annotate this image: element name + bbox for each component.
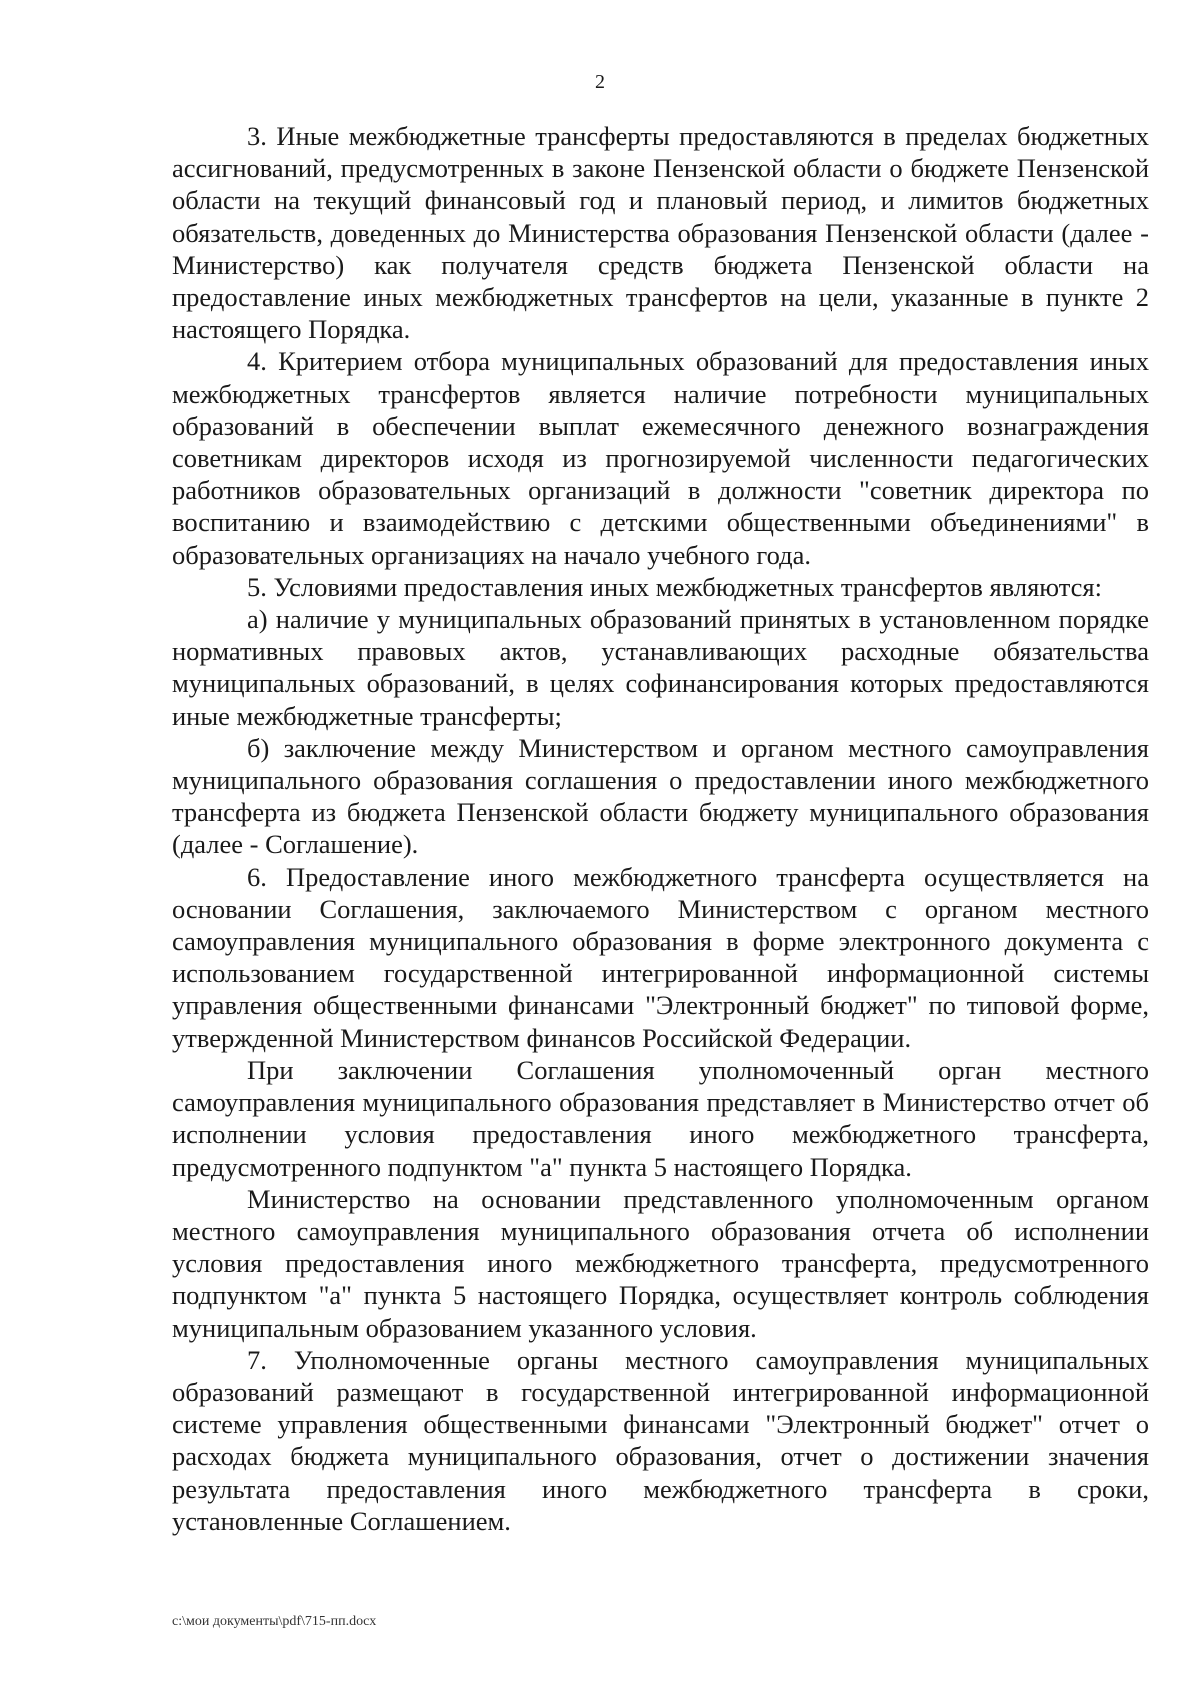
paragraph-6-report-submission: При заключении Соглашения уполномоченный орган местного самоуправления муниципального образования представляет в Министерство отчет об исполнении условия предоставления иного межбюджетного трансферта, предусмотренного подпунктом "а" пункта 5 настоящего Порядка. (172, 1054, 1149, 1182)
paragraph-5a-legal-acts: а) наличие у муниципальных образований принятых в установленном порядке нормативных правовых актов, устанавливающих расходные обязательства муниципальных образований, в целях софинансирования которых предоставляются иные межбюджетные трансферты; (172, 604, 1149, 731)
page-number: 2 (595, 71, 605, 93)
paragraph-3-budget-limits: 3. Иные межбюджетные трансферты предоставляются в пределах бюджетных ассигнований, предусмотренных в законе Пензенской области о бюджете Пензенской области на текущий финансовый год и плановый период, и лимитов бюджетных обязательств, доведенных до Министерства образования Пензенской области (далее - Министерство) как получателя средств бюджета Пензенской области на предоставление иных межбюджетных трансфертов на цели, указанные в пункте 2 настоящего Порядка. (172, 121, 1149, 345)
paragraph-5b-agreement: б) заключение между Министерством и органом местного самоуправления муниципального образования соглашения о предоставлении иного межбюджетного трансферта из бюджета Пензенской области бюджету муниципального образования (далее - Соглашение). (172, 732, 1149, 860)
paragraph-5-conditions: 5. Условиями предоставления иных межбюджетных трансфертов являются: (247, 571, 1102, 602)
paragraph-6-ministry-control: Министерство на основании представленного уполномоченным органом местного самоуправления муниципального образования отчета об исполнении условия предоставления иного межбюджетного трансферта, предусмотренного подпунктом "а" пункта 5 настоящего Порядка, осуществляет контроль соблюдения муниципальным образованием указанного условия. (172, 1183, 1149, 1343)
paragraph-7-reporting: 7. Уполномоченные органы местного самоуправления муниципальных образований размещают в государственной интегрированной информационной системе управления общественными финансами "Электронный бюджет" отчет о расходах бюджета муниципального образования, отчет о достижении значения результата предоставления иного межбюджетного трансферта в сроки, установленные Соглашением. (172, 1344, 1149, 1536)
footer-file-path: c:\мои документы\pdf\715-пп.docx (172, 1614, 377, 1629)
document-body (172, 120, 1149, 1537)
paragraph-4-selection-criterion: 4. Критерием отбора муниципальных образований для предоставления иных межбюджетных трансфертов является наличие потребности муниципальных образований в обеспечении выплат ежемесячного денежного вознаграждения советникам директоров исходя из прогнозируемой численности педагогических работников образовательных организаций в должности "советник директора по воспитанию и взаимодействию с детскими общественными объединениями" в образовательных организациях на начало учебного года. (172, 346, 1149, 570)
paragraph-6-agreement-basis: 6. Предоставление иного межбюджетного трансферта осуществляется на основании Соглашения, заключаемого Министерством с органом местного самоуправления муниципального образования в форме электронного документа с использованием государственной интегрированной информационной системы управления общественными финансами "Электронный бюджет" по типовой форме, утвержденной Министерством финансов Российской Федерации. (172, 861, 1149, 1053)
